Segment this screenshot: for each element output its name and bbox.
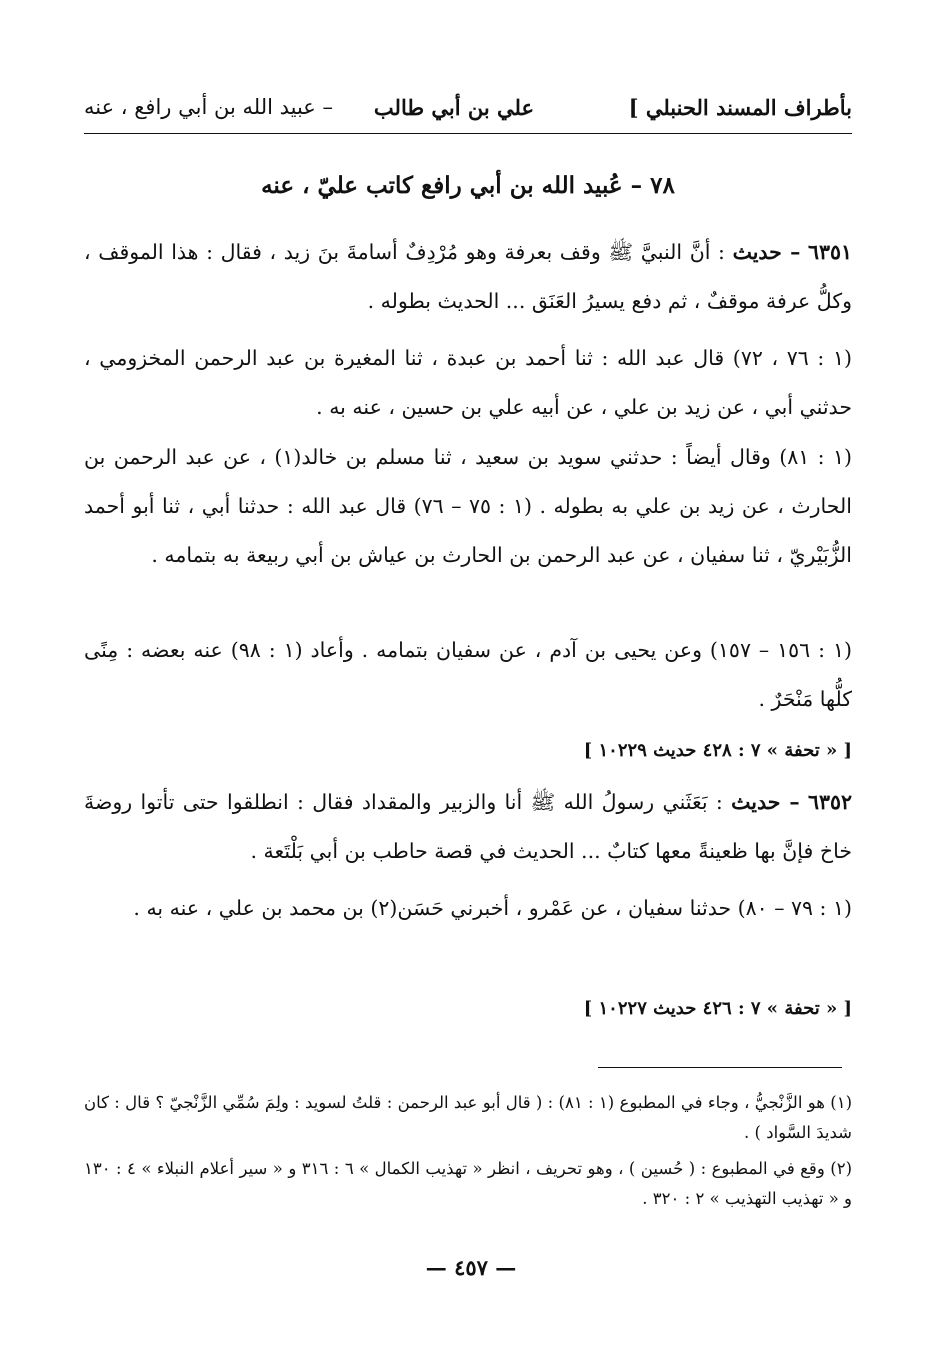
hadith-matn: : بَعَثَني رسولُ الله ﷺ أنا والزبير والمقداد فقال : انطلقوا حتى تأتوا روضةَ خاخ فإنَّ بها ظعينةً معها كتابٌ ... الحديث في قصة حاطب بن أبي بَلْتَعة . (84, 790, 852, 863)
hadith-text (84, 228, 852, 326)
hadith-6352 (84, 778, 852, 876)
tuhfa-citation: [ « تحفة » ٧ : ٤٢٨ حديث ١٠٢٢٩ ] (583, 740, 852, 761)
footnote-2 (84, 1154, 852, 1214)
isnad-paragraph: (١ : ٧٦ ، ٧٢) قال عبد الله : ثنا أحمد بن عبدة ، ثنا المغيرة بن عبد الرحمن المخزومي ، حدثني أبي ، عن زيد بن علي ، عن أبيه علي بن حسين ، عنه به . (84, 346, 852, 419)
isnad-paragraph: (١ : ٧٩ – ٨٠) حدثنا سفيان ، عن عَمْرو ، أخبرني حَسَن(٢) بن محمد بن علي ، عنه به . (133, 896, 852, 920)
footnotes (84, 1088, 852, 1220)
header-rule (84, 133, 852, 134)
hadith-matn: : أنَّ النبيَّ ﷺ وقف بعرفة وهو مُرْدِفٌ أسامةَ بنَ زيد ، فقال : هذا الموقف ، وكلُّ عرفة موقفٌ ، ثم دفع يسيرُ العَنَق ... الحديث بطوله . (84, 240, 852, 313)
footnote-text: هو الزَّنْجيُّ ، وجاء في المطبوع (١ : ٨١) : ( قال أبو عبد الرحمن : قلتُ لسويد : ولِمَ سُمِّي الزَّنْجيّ ؟ قال : كان شديدَ السَّواد ) . (84, 1093, 852, 1142)
running-header (84, 95, 852, 129)
tuhfa-citation: [ « تحفة » ٧ : ٤٢٦ حديث ١٠٢٢٧ ] (583, 998, 852, 1019)
hadith-label: – حديث (731, 790, 800, 814)
isnad-paragraph: (١ : ٨١) وقال أيضاً : حدثني سويد بن سعيد ، ثنا مسلم بن خالد(١) ، عن عبد الرحمن بن الحارث ، عن زيد بن علي به بطوله . (١ : ٧٥ – ٧٦) قال عبد الله : حدثنا أبي ، ثنا أبو أحمد الزُّبَيْريّ ، ثنا سفيان ، عن عبد الرحمن بن الحارث بن عياش بن أبي ربيعة به بتمامه . (84, 445, 852, 567)
header-section: علي بن أبي طالب (373, 95, 534, 120)
footnote-marker: (١) (830, 1093, 853, 1112)
hadith-number: ٦٣٥١ (807, 240, 852, 264)
isnad-paragraph: (١ : ١٥٦ – ١٥٧) وعن يحيى بن آدم ، عن سفيان بتمامه . وأعاد (١ : ٩٨) عنه بعضه : مِنًى كلُّها مَنْحَرٌ . (84, 638, 852, 711)
hadith-number: ٦٣٥٢ (807, 790, 852, 814)
footnote-marker: (٢) (830, 1159, 852, 1178)
chapter-title: ٧٨ – عُبيد الله بن أبي رافع كاتب عليّ ، عنه (261, 172, 675, 199)
page-number: — ٤٥٧ — (425, 1255, 517, 1280)
hadith-text (84, 778, 852, 876)
hadith-6351 (84, 228, 852, 326)
hadith-label: – حديث (732, 240, 801, 264)
footnote-text: وقع في المطبوع : ( حُسين ) ، وهو تحريف ، انظر « تهذيب الكمال » ٦ : ٣١٦ و « سير أعلام النبلاء » ٤ : ١٣٠ و « تهذيب التهذيب » ٢ : ٣٢٠ . (84, 1159, 852, 1208)
header-book-title: بأطراف المسند الحنبلي ] (628, 95, 852, 120)
footnote-rule (598, 1067, 842, 1068)
header-subsection: – عبيد الله بن أبي رافع ، عنه (84, 95, 334, 119)
footnote-1 (84, 1088, 852, 1148)
